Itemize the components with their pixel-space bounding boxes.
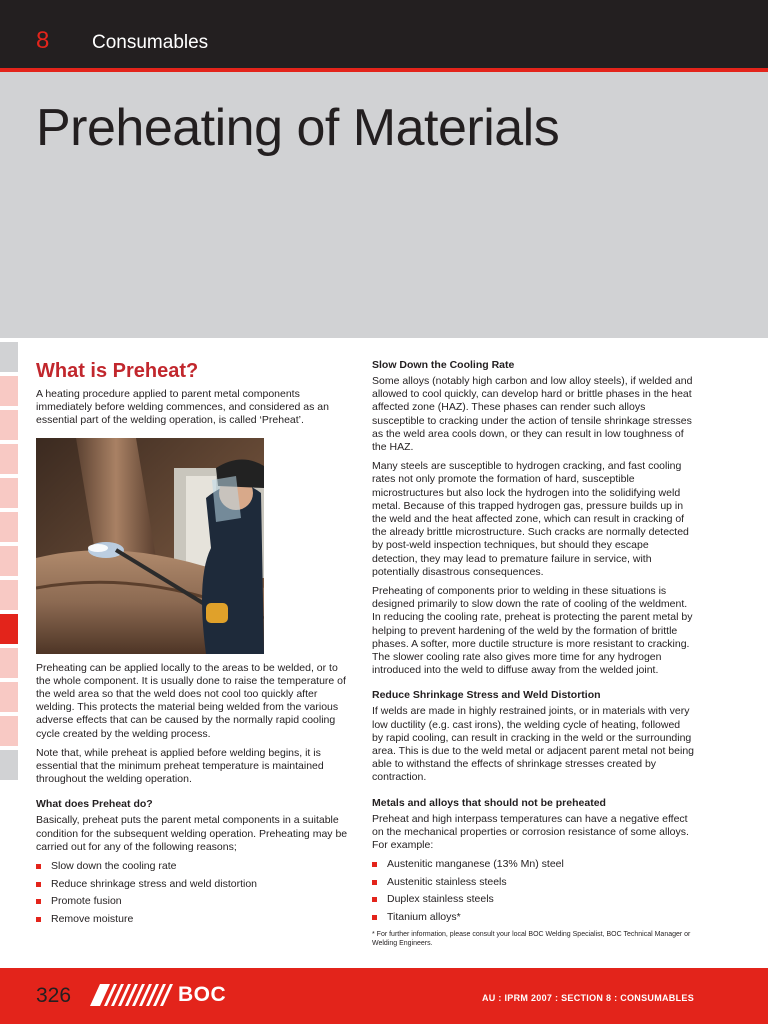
- body-paragraph: Basically, preheat puts the parent metal components in a suitable condition for the subsequent welding operation. Preheating may be carried out for any of the following reasons;: [36, 814, 348, 853]
- alloys-list: [372, 858, 694, 924]
- list-item-text: Titanium alloys*: [387, 910, 461, 923]
- subheading: Slow Down the Cooling Rate: [372, 359, 515, 371]
- list-item-text: Duplex stainless steels: [387, 893, 494, 906]
- body-paragraph: Preheating can be applied locally to the areas to be welded, or to the whole component. It is usually done to raise the temperature of the weld area so that the weld does not cool too quickly after welding. This protects the material being welded from the various adverse effects that can be caused by the normally rapid cooling cycle created by the welding process.: [36, 661, 346, 740]
- list-item: [36, 913, 352, 926]
- chapter-title: Consumables: [92, 32, 209, 53]
- body-paragraph: Many steels are susceptible to hydrogen cracking, and fast cooling rates not only promote the formation of hard, susceptible microstructures but also lock the hydrogen into the solidifying weld metal. Because of this trapped hydrogen gas, pressure builds up in the weld and the heat affected zone, which can result in cracking of the already brittle microstructure. Such cracks are normally detected by post-weld inspection techniques, but should they escape detection, they may lead to premature failure in service, with potentially disastrous consequences.: [372, 460, 689, 578]
- bullet-square-icon: [372, 915, 377, 920]
- section-heading: What is Preheat?: [36, 360, 199, 382]
- list-item: [372, 893, 694, 906]
- list-item-text: Slow down the cooling rate: [51, 860, 177, 873]
- page-number: 326: [36, 984, 72, 1007]
- subheading: Metals and alloys that should not be preheated: [372, 796, 606, 809]
- list-item: [372, 876, 694, 889]
- section-tab: [0, 512, 18, 542]
- list-item-text: Reduce shrinkage stress and weld distortion: [51, 877, 258, 890]
- title-banner: [0, 72, 768, 338]
- page-title: Preheating of Materials: [36, 99, 560, 157]
- list-item-text: Promote fusion: [51, 895, 122, 908]
- list-item-text: Austenitic manganese (13% Mn) steel: [387, 858, 564, 871]
- section-tabs: [0, 342, 18, 784]
- list-item: [36, 878, 352, 891]
- bullet-square-icon: [36, 899, 41, 904]
- section-tab: [0, 376, 18, 406]
- section-tab: [0, 444, 18, 474]
- section-tab: [0, 716, 18, 746]
- bullet-square-icon: [372, 897, 377, 902]
- brand-logo: BOC: [178, 983, 227, 1006]
- boc-stripes-icon: [90, 984, 174, 1006]
- bullet-square-icon: [36, 864, 41, 869]
- subheading: Reduce Shrinkage Stress and Weld Distortion: [372, 689, 601, 702]
- section-tab: [0, 750, 18, 780]
- section-tab: [0, 546, 18, 576]
- document-reference: AU : IPRM 2007 : SECTION 8 : CONSUMABLES: [481, 993, 694, 1003]
- list-item: [372, 911, 694, 924]
- list-item-text: Austenitic stainless steels: [387, 875, 507, 888]
- body-paragraph: Note that, while preheat is applied before welding begins, it is essential that the minimum preheat temperature is maintained throughout the welding operation.: [36, 746, 324, 786]
- footnote: * For further information, please consult your local BOC Welding Specialist, BOC Technical Manager or Welding Engineers.: [372, 931, 691, 947]
- section-tab: [0, 342, 18, 372]
- section-tab: [0, 410, 18, 440]
- body-paragraph: Preheating of components prior to welding in these situations is designed primarily to slow down the rate of cooling of the weldment. In reducing the cooling rate, preheat is protecting the parent metal by helping to prevent hardening of the weld by the formation of brittle phases. A softer, more ductile structure is more resistant to cracking. The slower cooling rate also gives more time for any hydrogen introduced into the weld to diffuse away from the welded joint.: [372, 585, 693, 677]
- body-paragraph: If welds are made in highly restrained joints, or in materials with very low ductility (e.g. cast irons), the welding cycle of heating, followed by rapid cooling, can result in cracking in the weld or the surrounding area. This is due to the weld metal or adjacent parent metal not being able to withstand the effects of shrinkage stresses created by contraction.: [372, 705, 694, 784]
- list-item: [36, 895, 352, 908]
- section-tab: [0, 648, 18, 678]
- section-tab: [0, 478, 18, 508]
- chapter-number: 8: [36, 27, 50, 54]
- reasons-list: [36, 860, 352, 926]
- subheading: What does Preheat do?: [36, 798, 153, 811]
- section-tab-active: [0, 614, 18, 644]
- right-column: [372, 358, 694, 954]
- welding-photo: [36, 438, 264, 654]
- bullet-square-icon: [372, 880, 377, 885]
- page-footer: [0, 968, 768, 1024]
- list-item: [372, 858, 694, 871]
- list-item: [36, 860, 352, 873]
- intro-paragraph: A heating procedure applied to parent metal components immediately before welding commences, and considered as an essential part of the welding operation, is called ‘Preheat’.: [36, 388, 329, 427]
- left-column: [36, 358, 352, 932]
- bullet-square-icon: [36, 917, 41, 922]
- welder-preheating-image: [36, 438, 264, 654]
- section-tab: [0, 580, 18, 610]
- bullet-square-icon: [36, 882, 41, 887]
- list-item-text: Remove moisture: [51, 912, 134, 925]
- body-paragraph: Preheat and high interpass temperatures can have a negative effect on the mechanical properties or corrosion resistance of some alloys. For example:: [372, 812, 689, 852]
- section-tab: [0, 682, 18, 712]
- body-paragraph: Some alloys (notably high carbon and low alloy steels), if welded and allowed to cool quickly, can develop hard or brittle phases in the heat affected zone (HAZ). These phases can render such alloys susceptible to cracking under the action of tensile shrinkage stresses as the weld area cools down, or they can result in low toughness of the HAZ.: [372, 375, 693, 454]
- chapter-header: [0, 0, 768, 68]
- bullet-square-icon: [372, 862, 377, 867]
